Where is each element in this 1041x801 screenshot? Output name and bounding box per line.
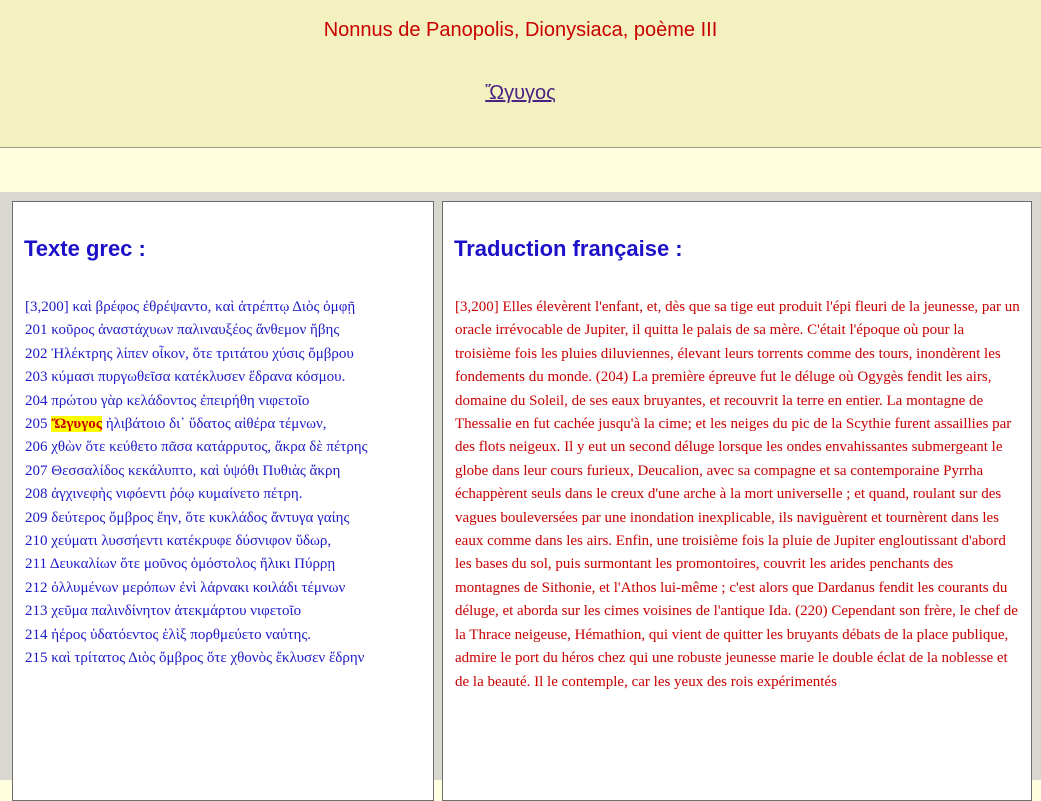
greek-verse-line <box>25 530 425 553</box>
verse-text: [3,200] καὶ βρέφος ἐθρέψαντο, καὶ ἀτρέπτῳ Διὸς ὀμφῇ <box>25 299 356 315</box>
greek-verse-line <box>25 319 425 342</box>
greek-verse-line <box>25 436 425 459</box>
greek-verse-line <box>25 343 425 366</box>
greek-text-panel <box>12 201 434 801</box>
greek-verse-line <box>25 390 425 413</box>
greek-verse-line <box>25 483 425 506</box>
verse-text: 205 <box>25 416 52 433</box>
greek-verse-line <box>25 624 425 647</box>
verse-text-after: ἠλιβάτοιο δι᾽ ὕδατος αἰθέρα τέμνων, <box>102 416 327 433</box>
verse-text: 206 χθὼν ὅτε κεύθετο πᾶσα κατάρρυτος, ἄκρα δὲ πέτρης <box>25 439 368 456</box>
greek-heading: Texte grec : <box>24 236 146 261</box>
greek-verse-line <box>25 647 425 670</box>
greek-verse-line <box>25 507 425 530</box>
greek-verse-line <box>25 460 425 483</box>
verse-text: 202 Ἠλέκτρης λίπεν οἶκον, ὅτε τριτάτου χύσις ὄμβρου <box>25 345 354 362</box>
french-heading: Traduction française : <box>454 236 683 261</box>
verse-text: 212 ὀλλυμένων μερόπων ἐνὶ λάρνακι κοιλάδι τέμνων <box>25 579 346 596</box>
verse-text: 201 κοῦρος ἀναστάχυων παλιναυξέος ἄνθεμον ἥβης <box>25 322 340 339</box>
greek-verse-line <box>25 366 425 389</box>
greek-verse-line <box>25 600 425 623</box>
greek-verse-line <box>25 553 425 576</box>
verse-text: 207 Θεσσαλίδος κεκάλυπτο, καὶ ὑψόθι Πυθιὰς ἄκρη <box>25 462 341 479</box>
greek-verse-line <box>25 296 425 319</box>
verse-text: 214 ἠέρος ὑδατόεντος ἑλὶξ πορθμεύετο ναύτης. <box>25 626 312 643</box>
greek-verse-line <box>25 577 425 600</box>
highlighted-word: Ὤγυγος <box>51 416 103 433</box>
verse-text: 208 ἀγχινεφὴς νιφόεντι ῥόῳ κυμαίνετο πέτρη. <box>25 486 303 503</box>
french-text-body: [3,200] Elles élevèrent l'enfant, et, dès que sa tige eut produit l'épi fleuri de la jeunesse, par un oracle irrévocable de Jupiter, il quitta le palais de sa mère. C'était l'époque où pour la troisième fois les pluies diluviennes, élevant leurs torrents comme des tours, inondèrent les fondements du monde. (204) La première épreuve fut le déluge où Ogygès fendit les airs, domaine du Soleil, de ses eaux bruyantes, et recouvrit la terre en entier. La montagne de Thessalie en fut cachée jusqu'à la cime; et les neiges du pic de la Scythie furent assaillies par des flots neigeux. Il y eut un second déluge lorsque les ondes envahissantes submergeant le globe dans leur cours furieux, Deucalion, avec sa compagne et sa contemporaine Pyrrha échappèrent seuls dans le creux d'une arche à la mort universelle ; et quand, roulant sur des vagues bouleversées par une inondation inexplicable, ils naviguèrent et tournèrent dans les eaux comme dans les airs. Enfin, une troisième fois la pluie de Jupiter engloutissant d'abord les bases du sol, puis surmontant les promontoires, couvrit les arides penchants des montagnes de Sithonie, et l'Athos lui-même ; c'est alors que Dardanus fendit les courants du déluge, et aborda sur les cimes voisines de l'antique Ida. (220) Cependant son frère, le chef de la Thrace neigeuse, Hémathion, qui vient de quitter les bruyants débats de la place publique, admire le port du héros chez qui une robuste jeunesse marie le double éclat de la noblesse et de la beauté. Il le contemple, car les yeux des rois expérimentés <box>455 299 1020 690</box>
verse-text: 203 κύμασι πυργωθεῖσα κατέκλυσεν ἕδρανα κόσμου. <box>25 369 346 386</box>
page-header <box>0 0 1041 148</box>
page-title: Nonnus de Panopolis, Dionysiaca, poème III <box>323 19 718 41</box>
subtitle-link[interactable]: Ὤγυγος <box>485 82 556 104</box>
verse-text: 211 Δευκαλίων ὅτε μοῦνος ὁμόστολος ἥλικι Πύρρῃ <box>25 556 336 573</box>
verse-text: 209 δεύτερος ὄμβρος ἔην, ὅτε κυκλάδος ἄντυγα γαίης <box>25 509 350 526</box>
greek-verse-line <box>25 413 425 436</box>
french-translation-panel <box>442 201 1032 801</box>
verse-text: 213 χεῦμα παλινδίνητον ἀτεκμάρτου νιφετοῖο <box>25 603 302 620</box>
verse-text: 210 χεύματι λυσσήεντι κατέκρυφε δύσνιφον ὕδωρ, <box>25 533 332 550</box>
verse-text: 204 πρώτου γὰρ κελάδοντος ἐπειρήθη νιφετοῖο <box>25 392 310 409</box>
verse-text: 215 καὶ τρίτατος Διὸς ὄμβρος ὅτε χθονὸς ἔκλυσεν ἕδρην <box>25 650 365 667</box>
greek-text-body <box>25 296 425 671</box>
